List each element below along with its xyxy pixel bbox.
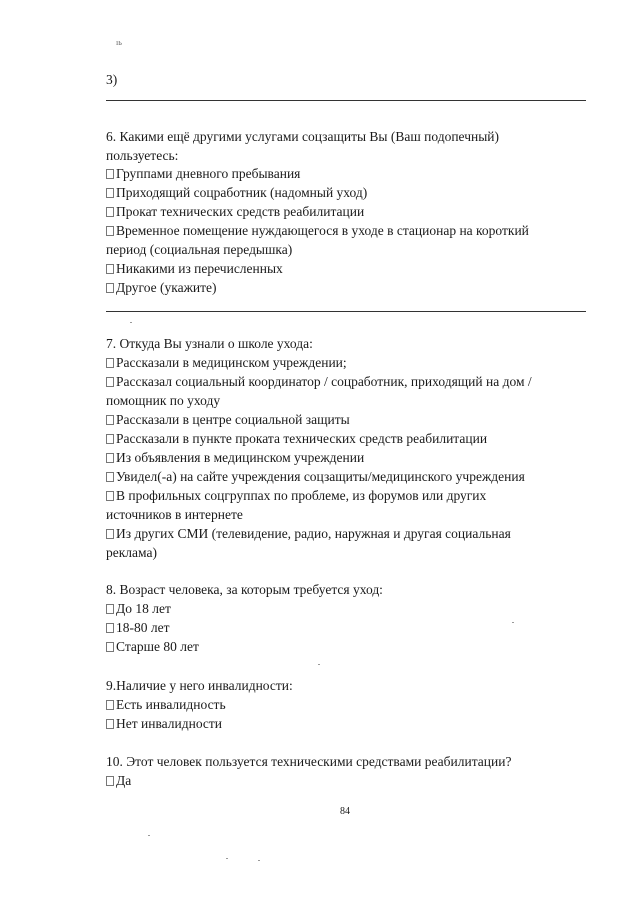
answer-line-item-3 (106, 100, 586, 101)
q7-option-cont: источников в интернете (106, 507, 243, 522)
scan-speck (130, 322, 132, 323)
checkbox[interactable] (106, 453, 114, 463)
checkbox[interactable] (106, 415, 114, 425)
checkbox[interactable] (106, 642, 114, 652)
q7-option-cont: реклама) (106, 545, 157, 560)
q7-option-cont: помощник по уходу (106, 393, 221, 408)
header-mark: ıь (116, 38, 122, 47)
page-number: 84 (340, 806, 350, 817)
checkbox[interactable] (106, 719, 114, 729)
checkbox[interactable] (106, 169, 114, 179)
checkbox[interactable] (106, 776, 114, 786)
question-9-title: 9.Наличие у него инвалидности: (106, 678, 293, 693)
q7-option[interactable]: Из объявления в медицинском учреждении (106, 448, 586, 467)
q6-option-cont: период (социальная передышка) (106, 242, 293, 257)
q7-option[interactable]: Рассказали в медицинском учреждении; (106, 353, 586, 372)
scan-speck (226, 858, 228, 859)
checkbox[interactable] (106, 264, 114, 274)
q6-option[interactable]: Группами дневного пребывания (106, 164, 586, 183)
question-6-title: 6. Какими ещё другими услугами соцзащиты Вы (Ваш подопечный) (106, 129, 500, 144)
q6-option[interactable]: Другое (укажите) (106, 278, 586, 297)
question-6-title-cont: пользуетесь: (106, 148, 179, 163)
q7-option[interactable]: В профильных соцгруппах по проблеме, из форумов или других (106, 486, 586, 505)
question-10-title: 10. Этот человек пользуется техническими средствами реабилитации? (106, 754, 512, 769)
checkbox[interactable] (106, 604, 114, 614)
scan-speck (258, 860, 260, 861)
item-3-label: 3) (106, 72, 118, 87)
checkbox[interactable] (106, 358, 114, 368)
q8-option[interactable]: До 18 лет (106, 599, 586, 618)
scan-speck (512, 622, 514, 623)
answer-line-q6-other (106, 311, 586, 312)
checkbox[interactable] (106, 529, 114, 539)
q6-option[interactable]: Прокат технических средств реабилитации (106, 202, 586, 221)
q8-option[interactable]: 18-80 лет (106, 618, 586, 637)
checkbox[interactable] (106, 623, 114, 633)
checkbox[interactable] (106, 700, 114, 710)
checkbox[interactable] (106, 226, 114, 236)
checkbox[interactable] (106, 472, 114, 482)
q7-option[interactable]: Рассказали в пункте проката технических средств реабилитации (106, 429, 586, 448)
scan-speck (148, 835, 150, 836)
checkbox[interactable] (106, 491, 114, 501)
checkbox[interactable] (106, 377, 114, 387)
question-7-title: 7. Откуда Вы узнали о школе ухода: (106, 336, 313, 351)
question-8-title: 8. Возраст человека, за которым требуется уход: (106, 582, 383, 597)
q7-option[interactable]: Рассказали в центре социальной защиты (106, 410, 586, 429)
checkbox[interactable] (106, 283, 114, 293)
q7-option[interactable]: Из других СМИ (телевидение, радио, наружная и другая социальная (106, 524, 586, 543)
checkbox[interactable] (106, 188, 114, 198)
q9-option[interactable]: Нет инвалидности (106, 714, 586, 733)
q7-option[interactable]: Рассказал социальный координатор / соцработник, приходящий на дом / (106, 372, 586, 391)
q6-option[interactable]: Никакими из перечисленных (106, 259, 586, 278)
scan-speck (318, 664, 320, 665)
checkbox[interactable] (106, 434, 114, 444)
q10-option[interactable]: Да (106, 771, 586, 790)
q7-option[interactable]: Увидел(-а) на сайте учреждения соцзащиты/медицинского учреждения (106, 467, 586, 486)
q6-option[interactable]: Временное помещение нуждающегося в уходе в стационар на короткий (106, 221, 586, 240)
q6-option[interactable]: Приходящий соцработник (надомный уход) (106, 183, 586, 202)
q9-option[interactable]: Есть инвалидность (106, 695, 586, 714)
checkbox[interactable] (106, 207, 114, 217)
q8-option[interactable]: Старше 80 лет (106, 637, 586, 656)
